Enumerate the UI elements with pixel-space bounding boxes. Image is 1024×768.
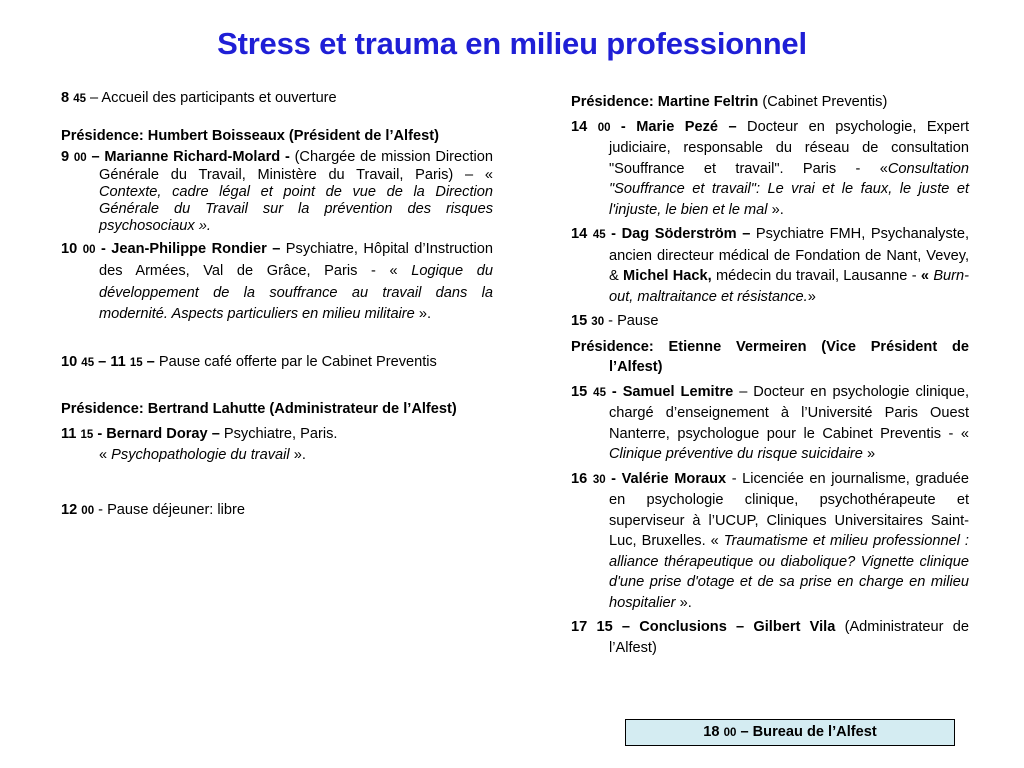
program-item-doray: [61, 424, 493, 466]
time-minute: 30: [592, 473, 606, 486]
closing-session-label: Bureau de l’Alfest: [752, 724, 877, 740]
speaker-description: – Docteur en psychologie clinique, chargé d’enseignement à l’Université Paris Ouest Nanterre, psychologue pour le Cabinet Preventis - «: [609, 383, 969, 442]
program-item-richard-molard: [61, 149, 493, 235]
dash: –: [736, 724, 753, 740]
page-title: Stress et trauma en milieu professionnel: [217, 26, 807, 61]
program-item-welcome: [61, 88, 493, 110]
presidence-affiliation: (Cabinet Preventis): [758, 94, 888, 110]
quote-close: »: [862, 446, 876, 462]
quote-open: «: [920, 268, 934, 284]
speaker-description: - Licenciée en journalisme, graduée en psychologie clinique, psychothérapeute et superviseur à l’UCUP, Cliniques Universitaires Saint-Luc, Bruxelles. «: [609, 470, 969, 549]
time-minute: 45: [81, 356, 95, 369]
program-item-rondier: [61, 239, 493, 326]
time-hour: 15: [571, 313, 588, 329]
time-hour: 10: [61, 353, 78, 370]
time-minute: 30: [591, 316, 605, 328]
time-minute: 45: [593, 386, 606, 399]
presidence-heading-vermeiren: Présidence: Etienne Vermeiren (Vice Président de l’Alfest): [571, 338, 969, 375]
time-hour: 11: [61, 425, 77, 442]
item-text: - Pause déjeuner: libre: [94, 501, 245, 518]
item-text: Pause café offerte par le Cabinet Preventis: [158, 353, 437, 370]
time-hour: 8: [61, 90, 70, 106]
speaker-description: Psychiatre, Paris.: [219, 425, 338, 442]
quote-close: ».: [675, 594, 692, 611]
presidence-label: Présidence: Martine Feltrin: [571, 94, 759, 110]
speaker-name: - Valérie Moraux: [605, 470, 727, 487]
speaker-name: 17 15 – Conclusions – Gilbert Vila: [571, 619, 836, 635]
presidence-heading: Présidence: Bertrand Lahutte (Administrateur de l’Alfest): [61, 401, 457, 417]
quote-open: «: [99, 447, 112, 463]
quote-close: ».: [414, 306, 432, 322]
speaker-name: Marianne Richard-Molard -: [104, 148, 290, 165]
program-item-coffee-break: [61, 352, 493, 374]
quote-close: ».: [289, 447, 306, 463]
program-item-conclusions: [571, 617, 969, 658]
talk-title: Clinique préventive du risque suicidaire: [609, 446, 863, 462]
speaker-name: - Samuel Lemitre: [605, 383, 734, 400]
dash: –: [142, 353, 159, 370]
time-range: – 11: [94, 353, 130, 370]
speaker-description: (Chargée de mission Direction Générale du Travail, Ministère du Travail, Paris) – «: [99, 148, 493, 183]
time-hour: 14: [571, 226, 588, 242]
item-text: - Pause: [604, 313, 659, 329]
talk-title: Psychopathologie du travail: [111, 447, 290, 463]
talk-title: Contexte, cadre légal et point de vue de la Direction Générale du Travail sur la prévention des risques psychosociaux ».: [99, 183, 493, 234]
program-item-pause: [571, 311, 969, 333]
talk-title: Traumatisme et milieu professionnel : alliance thérapeutique ou diabolique? Vignette clinique d'une prise d'otage et de sa prise en charge en milieu hospitalier: [609, 533, 969, 611]
time-minute: 00: [73, 151, 87, 164]
program-item-lunch: [61, 500, 493, 522]
speaker-description: Psychiatre FMH, Psychanalyste, ancien directeur médical de Fondation de Nant, Vevey, &: [609, 226, 969, 284]
time-hour: 15: [571, 383, 588, 400]
time-minute: 00: [597, 121, 611, 134]
presidence-heading-feltrin: [571, 92, 969, 113]
talk-title: Burn-out, maltraitance et résistance.: [609, 268, 969, 305]
time-minute: 00: [723, 727, 737, 739]
program-item-lemitre: [571, 382, 969, 465]
program-column-right: [571, 92, 969, 662]
time-hour: 16: [571, 470, 588, 487]
presidence-heading: Présidence: Humbert Boisseaux (Président de l’Alfest): [61, 127, 439, 144]
dash: –: [86, 148, 105, 165]
program-item-peze: [571, 117, 969, 221]
time-hour: 14: [571, 118, 588, 135]
program-column-left: [61, 88, 493, 525]
time-minute: 45: [73, 93, 86, 105]
speaker-name: - Bernard Doray –: [93, 425, 220, 442]
time-hour: 12: [61, 501, 78, 518]
speaker-description: Psychiatre, Hôpital d’Instruction des Armées, Val de Grâce, Paris - «: [99, 240, 493, 279]
time-minute: 15: [129, 356, 143, 369]
quote-close: »: [807, 288, 816, 305]
time-hour: 10: [61, 240, 78, 257]
speaker-name: - Dag Söderström –: [605, 226, 751, 242]
speaker-name: - Jean-Philippe Rondier –: [95, 240, 281, 257]
speaker-name: - Marie Pezé –: [610, 118, 737, 135]
item-text: – Accueil des participants et ouverture: [90, 90, 337, 106]
quote-close: ».: [767, 201, 784, 218]
time-hour: 18: [703, 724, 720, 740]
speaker-description: (Administrateur de l’Alfest): [609, 619, 969, 656]
talk-title: Logique du développement de la souffrance au travail dans la modernité. Aspects particuliers en milieu militaire: [99, 263, 493, 322]
program-item-moraux: [571, 469, 969, 614]
time-minute: 00: [81, 504, 95, 517]
time-minute: 15: [80, 428, 94, 441]
speaker-name-2: Michel Hack,: [623, 268, 712, 284]
speaker-description-2: médecin du travail, Lausanne -: [711, 268, 921, 284]
talk-title: Consultation "Souffrance et travail": Le vrai et le faux, le juste et l'injuste, le bien et le mal: [609, 160, 969, 218]
time-minute: 45: [592, 229, 606, 241]
time-hour: 9: [61, 148, 70, 165]
program-item-soderstrom: [571, 224, 969, 307]
speaker-description: Docteur en psychologie, Expert judiciaire, responsable du réseau de consultation "Souffrance et travail". Paris - «: [609, 118, 970, 177]
closing-session-box: [625, 719, 955, 746]
time-minute: 00: [82, 243, 96, 256]
